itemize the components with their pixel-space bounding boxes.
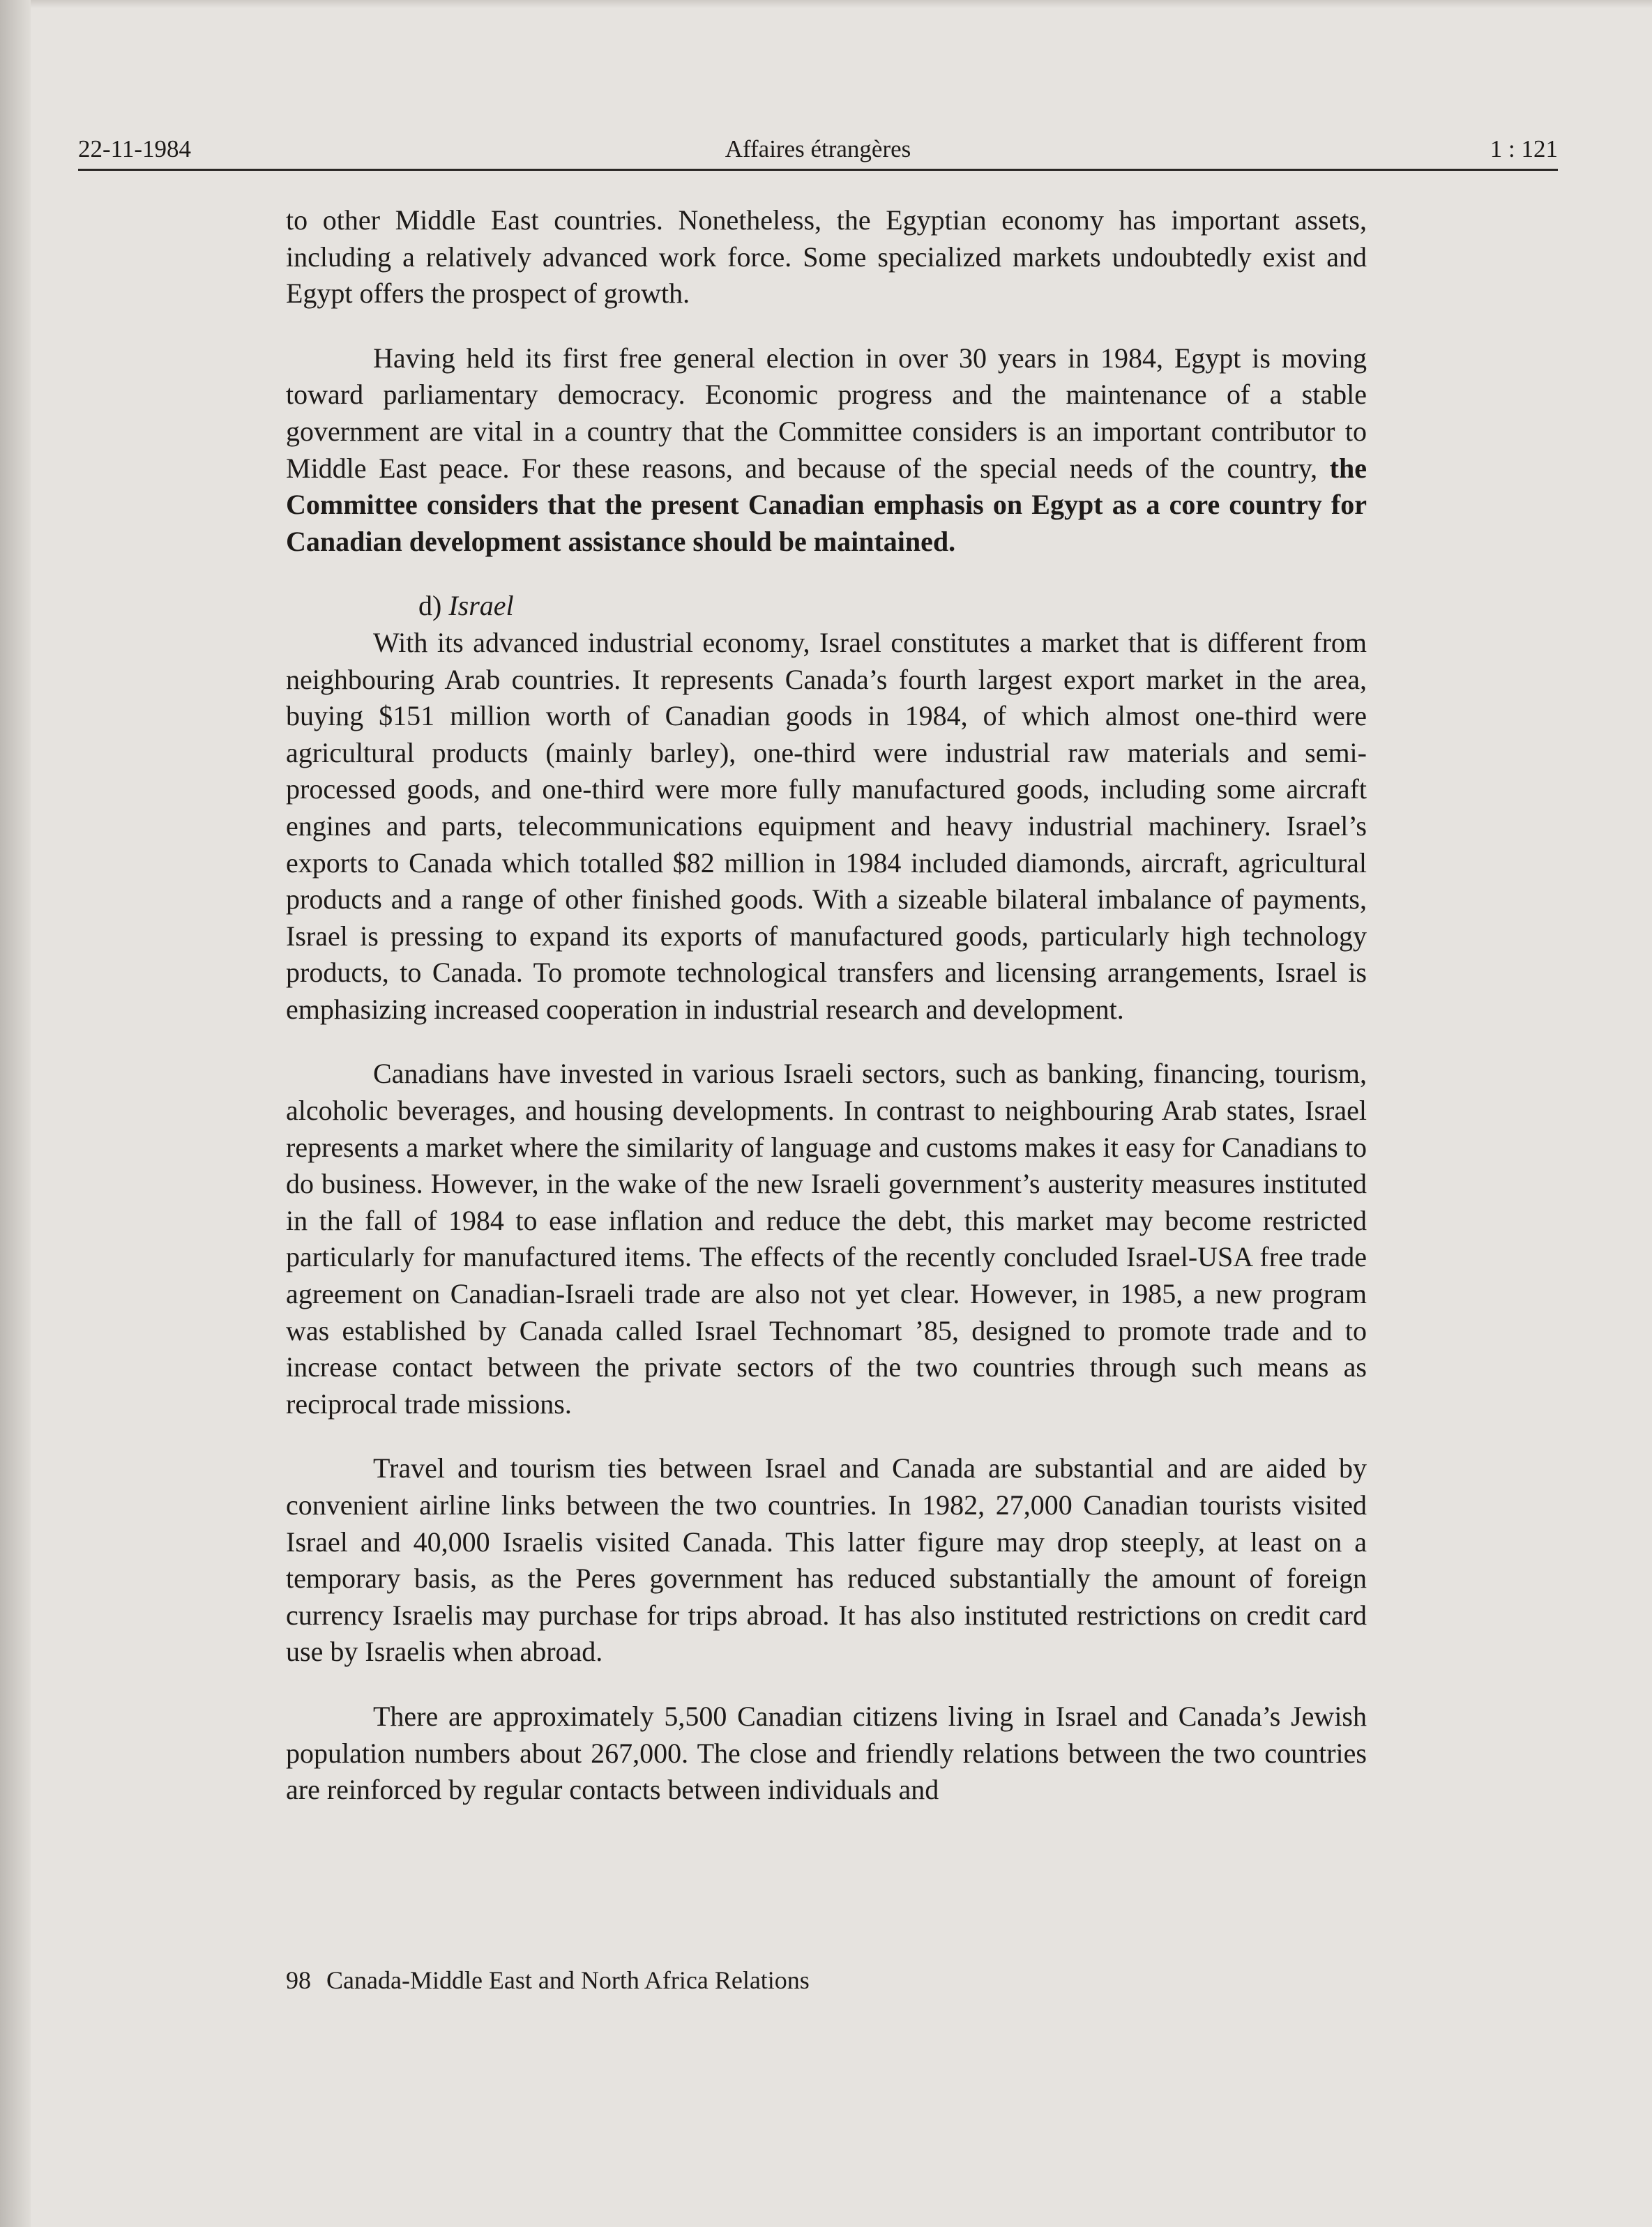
page-top-edge: [0, 0, 1652, 8]
document-body: [286, 202, 1367, 1809]
section-heading-israel: [286, 588, 1367, 625]
header-date: 22-11-1984: [78, 135, 192, 162]
paragraph-travel-tourism: Travel and tourism ties between Israel and Canada are substantial and are aided by convenient airline links between the two countries. In 1982, 27,000 Canadian tourists visited Israel and 40,000 Israelis visited Canada. This latter figure may drop steeply, at least on a temporary basis, as the Peres government has reduced substantially the amount of foreign currency Israelis may purchase for trips abroad. It has also instituted restrictions on credit card use by Israelis when abroad.: [286, 1452, 1367, 1668]
section-title: Israel: [448, 590, 514, 622]
paragraph-canadian-investment: Canadians have invested in various Israeli sectors, such as banking, financing, tourism, alcoholic beverages, and housing developments. In contrast to neighbouring Arab states, Israel represents a market where the similarity of language and customs makes it easy for Canadians to do business. However, in the wake of the new Israeli government’s austerity measures instituted in the fall of 1984 to ease inflation and reduce the debt, this market may become restricted particularly for manufactured items. The effects of the recently concluded Israel-USA free trade agreement on Canadian-Israeli trade are also not yet clear. However, in 1985, a new program was established by Canada called Israel Technomart ’85, designed to promote trade and to increase contact between the private sectors of the two countries through such means as reciprocal trade missions.: [286, 1058, 1367, 1420]
page-footer: [286, 1963, 810, 1997]
running-header: [78, 130, 1558, 171]
paragraph-text: Having held its first free general election in over 30 years in 1984, Egypt is moving toward parliamentary democracy. Economic progress and the maintenance of a stable government are vital in a country that the Committee considers is an important contributor to Middle East peace. For these reasons, and because of the special needs of the country,: [286, 342, 1367, 484]
paragraph-egypt-democracy: [286, 340, 1367, 561]
footer-report-title: Canada-Middle East and North Africa Relations: [326, 1966, 810, 1994]
paragraph-canadian-citizens: There are approximately 5,500 Canadian citizens living in Israel and Canada’s Jewish population numbers about 267,000. The close and friendly relations between the two countries are reinforced by regular contacts between individuals and: [286, 1700, 1367, 1806]
page-binding-shadow: [0, 0, 31, 2227]
paragraph-israel-economy: With its advanced industrial economy, Israel constitutes a market that is different from neighbouring Arab countries. It represents Canada’s fourth largest export market in the area, buying $151 million worth of Canadian goods in 1984, of which almost one-third were agricultural products (mainly barley), one-third were industrial raw materials and semi-processed goods, and one-third were more fully manufactured goods, including some aircraft engines and parts, telecommunications equipment and heavy industrial machinery. Israel’s exports to Canada which totalled $82 million in 1984 included diamonds, aircraft, agricultural products and a range of other finished goods. With a sizeable bilateral imbalance of payments, Israel is pressing to expand its exports of manufactured goods, particularly high technology products, to Canada. To promote technological transfers and licensing arrangements, Israel is emphasizing increased cooperation in industrial research and development.: [286, 626, 1367, 1025]
header-title: Affaires étrangères: [725, 135, 911, 162]
paragraph-egypt-economy: to other Middle East countries. Nonetheless, the Egyptian economy has important assets, including a relatively advanced work force. Some specialized markets undoubtedly exist and Egypt offers the prospect of growth.: [286, 204, 1367, 310]
footer-page-number: 98: [286, 1966, 311, 1994]
committee-recommendation: the Committee considers that the present Canadian emphasis on Egypt as a core country for Canadian development assistance should be maintained.: [286, 452, 1367, 557]
header-page-reference: 1 : 121: [1490, 135, 1558, 162]
section-letter: d): [418, 590, 442, 622]
